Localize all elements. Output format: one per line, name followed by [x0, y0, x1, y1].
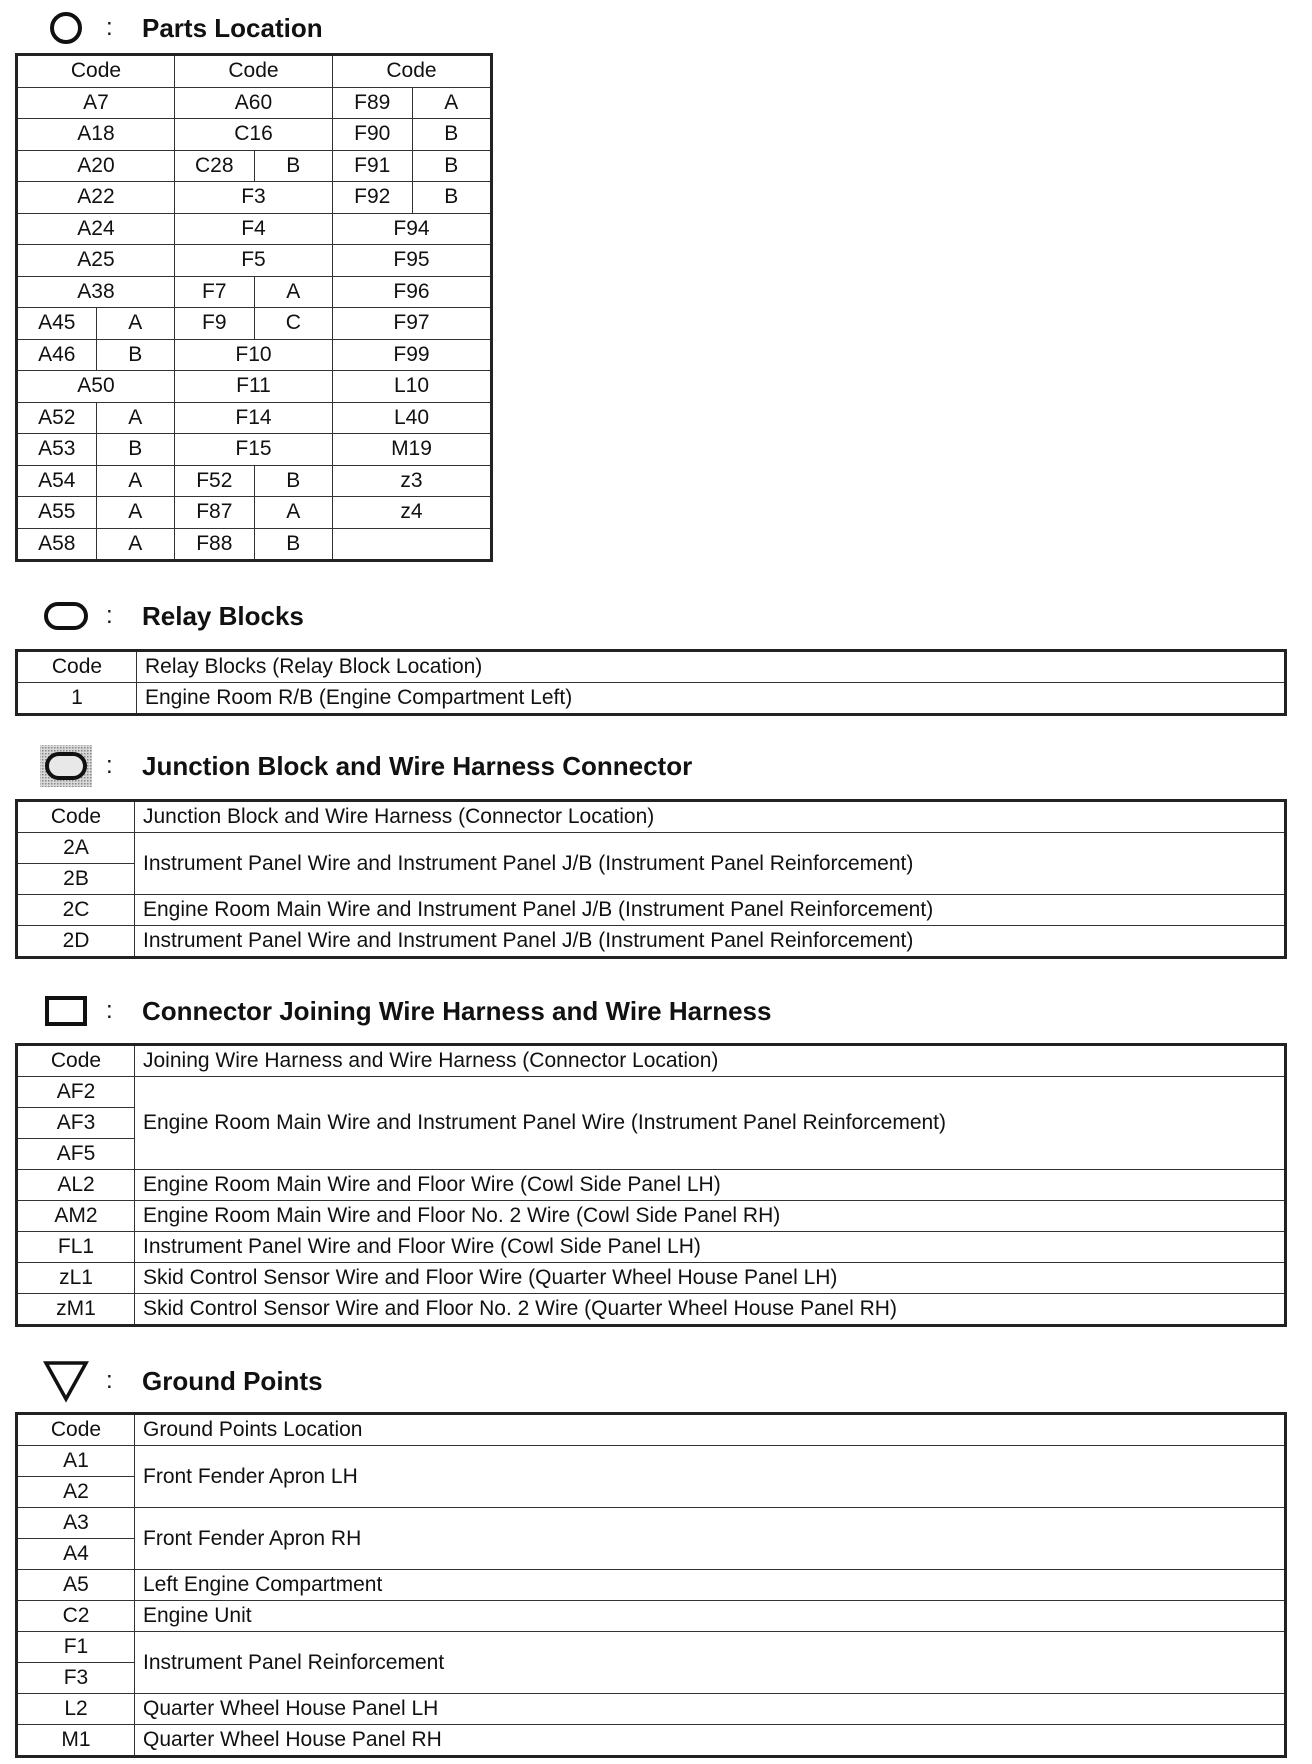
sub-location-cell: B	[412, 150, 491, 182]
location-cell: Instrument Panel Wire and Floor Wire (Cowl Side Panel LH)	[135, 1232, 1286, 1263]
location-cell: Skid Control Sensor Wire and Floor Wire (Quarter Wheel House Panel LH)	[135, 1263, 1286, 1294]
location-cell: Engine Room Main Wire and Instrument Panel J/B (Instrument Panel Reinforcement)	[135, 895, 1286, 926]
ground-header-code: Code	[17, 1414, 135, 1446]
location-cell: Left Engine Compartment	[135, 1570, 1286, 1601]
sub-location-cell: A	[254, 276, 332, 308]
table-row	[17, 1446, 1286, 1477]
code-cell: zM1	[17, 1294, 135, 1326]
location-cell: Front Fender Apron LH	[135, 1446, 1286, 1508]
code-cell: 2D	[17, 926, 135, 958]
table-row	[17, 833, 1286, 864]
location-cell: Quarter Wheel House Panel RH	[135, 1725, 1286, 1757]
code-cell: A50	[17, 371, 175, 403]
code-cell: A54	[17, 465, 97, 497]
code-cell: F90	[332, 119, 412, 151]
table-row	[17, 1232, 1286, 1263]
code-cell: F91	[332, 150, 412, 182]
parts-row	[17, 276, 492, 308]
code-cell: A58	[17, 528, 97, 561]
parts-row	[17, 245, 492, 277]
parts-row	[17, 402, 492, 434]
table-row	[17, 1694, 1286, 1725]
parts-row	[17, 434, 492, 466]
code-cell: z4	[332, 497, 491, 529]
sub-location-cell: C	[254, 308, 332, 340]
code-cell: A20	[17, 150, 175, 182]
code-cell: A45	[17, 308, 97, 340]
sub-location-cell: B	[254, 528, 332, 561]
code-cell: A46	[17, 339, 97, 371]
junction-header-location: Junction Block and Wire Harness (Connector Location)	[135, 801, 1286, 833]
sub-location-cell: A	[254, 497, 332, 529]
sub-location-cell: B	[96, 434, 174, 466]
code-cell: F89	[332, 87, 412, 119]
sub-location-cell: B	[254, 150, 332, 182]
code-cell: F99	[332, 339, 491, 371]
table-row	[17, 1725, 1286, 1757]
location-cell: Front Fender Apron RH	[135, 1508, 1286, 1570]
code-cell: F94	[332, 213, 491, 245]
parts-location-table	[15, 53, 493, 562]
code-cell: F52	[174, 465, 254, 497]
rounded-oval-icon	[38, 596, 94, 636]
code-cell: C2	[17, 1601, 135, 1632]
sub-location-cell: B	[412, 182, 491, 214]
code-cell: F1	[17, 1632, 135, 1663]
joining-connector-table	[15, 1043, 1287, 1327]
sub-location-cell: A	[96, 402, 174, 434]
parts-location-header	[38, 8, 323, 48]
code-cell: AF2	[17, 1077, 135, 1108]
code-cell: A38	[17, 276, 175, 308]
location-cell: Engine Room Main Wire and Instrument Panel Wire (Instrument Panel Reinforcement)	[135, 1077, 1286, 1170]
sub-location-cell: A	[96, 497, 174, 529]
location-cell: Engine Room Main Wire and Floor No. 2 Wire (Cowl Side Panel RH)	[135, 1201, 1286, 1232]
table-row	[17, 1263, 1286, 1294]
parts-row	[17, 528, 492, 561]
parts-row	[17, 150, 492, 182]
code-cell: A60	[174, 87, 332, 119]
sub-location-cell: B	[96, 339, 174, 371]
code-cell: A24	[17, 213, 175, 245]
ground-header-row	[17, 1414, 1286, 1446]
code-cell: A52	[17, 402, 97, 434]
table-row	[17, 895, 1286, 926]
location-cell: Quarter Wheel House Panel LH	[135, 1694, 1286, 1725]
empty-code-cell	[332, 528, 491, 561]
joining-connector-header	[38, 991, 771, 1031]
joining-connector-title: Connector Joining Wire Harness and Wire Harness	[142, 995, 772, 1026]
sub-location-cell: B	[412, 119, 491, 151]
location-cell: Engine Room R/B (Engine Compartment Left)	[137, 683, 1286, 715]
ground-points-title: Ground Points	[142, 1365, 323, 1396]
code-cell: A1	[17, 1446, 135, 1477]
table-row	[17, 1601, 1286, 1632]
code-cell: 2B	[17, 864, 135, 895]
code-cell: AL2	[17, 1170, 135, 1201]
table-row	[17, 1294, 1286, 1326]
sub-location-cell: A	[96, 465, 174, 497]
relay-blocks-table	[15, 649, 1287, 716]
sub-location-cell: A	[412, 87, 491, 119]
code-cell: A18	[17, 119, 175, 151]
location-cell: Skid Control Sensor Wire and Floor No. 2 Wire (Quarter Wheel House Panel RH)	[135, 1294, 1286, 1326]
code-cell: F96	[332, 276, 491, 308]
code-cell: z3	[332, 465, 491, 497]
code-cell: F95	[332, 245, 491, 277]
parts-row	[17, 497, 492, 529]
code-cell: 2C	[17, 895, 135, 926]
location-cell: Engine Room Main Wire and Floor Wire (Cowl Side Panel LH)	[135, 1170, 1286, 1201]
code-cell: C28	[174, 150, 254, 182]
table-row	[17, 683, 1286, 715]
parts-row	[17, 213, 492, 245]
code-cell: zL1	[17, 1263, 135, 1294]
location-cell: Engine Unit	[135, 1601, 1286, 1632]
code-cell: F7	[174, 276, 254, 308]
code-cell: A7	[17, 87, 175, 119]
code-cell: F10	[174, 339, 332, 371]
parts-location-title: Parts Location	[142, 12, 323, 43]
junction-header-code: Code	[17, 801, 135, 833]
junction-block-header	[38, 746, 692, 786]
code-cell: A22	[17, 182, 175, 214]
parts-row	[17, 371, 492, 403]
code-cell: F11	[174, 371, 332, 403]
parts-row	[17, 87, 492, 119]
location-cell: Instrument Panel Wire and Instrument Panel J/B (Instrument Panel Reinforcement)	[135, 833, 1286, 895]
parts-colon: :	[106, 14, 113, 41]
rectangle-icon	[38, 991, 94, 1031]
code-cell: F92	[332, 182, 412, 214]
junction-block-title: Junction Block and Wire Harness Connector	[142, 750, 693, 781]
parts-table-body	[17, 87, 492, 561]
code-cell: F3	[174, 182, 332, 214]
parts-header-code-2: Code	[174, 55, 332, 88]
location-cell: Instrument Panel Wire and Instrument Panel J/B (Instrument Panel Reinforcement)	[135, 926, 1286, 958]
code-cell: A55	[17, 497, 97, 529]
relay-header-location: Relay Blocks (Relay Block Location)	[137, 651, 1286, 683]
triangle-down-icon	[38, 1361, 94, 1401]
code-cell: C16	[174, 119, 332, 151]
ground-header-location: Ground Points Location	[135, 1414, 1286, 1446]
relay-colon: :	[106, 602, 113, 629]
code-cell: F14	[174, 402, 332, 434]
ground-colon: :	[106, 1367, 113, 1394]
relay-blocks-header	[38, 596, 304, 636]
junction-colon: :	[106, 752, 113, 779]
code-cell: A3	[17, 1508, 135, 1539]
code-cell: FL1	[17, 1232, 135, 1263]
code-cell: F3	[17, 1663, 135, 1694]
code-cell: 1	[17, 683, 137, 715]
code-cell: 2A	[17, 833, 135, 864]
code-cell: AM2	[17, 1201, 135, 1232]
code-cell: F4	[174, 213, 332, 245]
code-cell: F15	[174, 434, 332, 466]
joining-header-code: Code	[17, 1045, 135, 1077]
circle-icon	[38, 8, 94, 48]
relay-header-row	[17, 651, 1286, 683]
table-row	[17, 1170, 1286, 1201]
table-row	[17, 1570, 1286, 1601]
parts-row	[17, 182, 492, 214]
relay-header-code: Code	[17, 651, 137, 683]
parts-header-code-3: Code	[332, 55, 491, 88]
code-cell: AF5	[17, 1139, 135, 1170]
location-cell: Instrument Panel Reinforcement	[135, 1632, 1286, 1694]
table-row	[17, 1508, 1286, 1539]
parts-row	[17, 308, 492, 340]
code-cell: AF3	[17, 1108, 135, 1139]
code-cell: F9	[174, 308, 254, 340]
joining-colon: :	[106, 997, 113, 1024]
shaded-oval-icon	[38, 746, 94, 786]
code-cell: L2	[17, 1694, 135, 1725]
code-cell: F97	[332, 308, 491, 340]
relay-blocks-title: Relay Blocks	[142, 600, 304, 631]
table-row	[17, 1077, 1286, 1108]
parts-row	[17, 119, 492, 151]
table-row	[17, 1201, 1286, 1232]
code-cell: A53	[17, 434, 97, 466]
ground-points-table	[15, 1412, 1287, 1758]
parts-row	[17, 339, 492, 371]
ground-points-header	[38, 1361, 323, 1401]
code-cell: A2	[17, 1477, 135, 1508]
junction-block-table	[15, 799, 1287, 959]
code-cell: L10	[332, 371, 491, 403]
code-cell: F88	[174, 528, 254, 561]
table-row	[17, 926, 1286, 958]
code-cell: M1	[17, 1725, 135, 1757]
code-cell: L40	[332, 402, 491, 434]
table-row	[17, 1632, 1286, 1663]
joining-header-row	[17, 1045, 1286, 1077]
code-cell: A4	[17, 1539, 135, 1570]
code-cell: F87	[174, 497, 254, 529]
code-cell: M19	[332, 434, 491, 466]
sub-location-cell: A	[96, 528, 174, 561]
code-cell: A5	[17, 1570, 135, 1601]
code-cell: A25	[17, 245, 175, 277]
parts-row	[17, 465, 492, 497]
parts-header-code-1: Code	[17, 55, 175, 88]
sub-location-cell: B	[254, 465, 332, 497]
junction-header-row	[17, 801, 1286, 833]
sub-location-cell: A	[96, 308, 174, 340]
code-cell: F5	[174, 245, 332, 277]
joining-header-location: Joining Wire Harness and Wire Harness (Connector Location)	[135, 1045, 1286, 1077]
